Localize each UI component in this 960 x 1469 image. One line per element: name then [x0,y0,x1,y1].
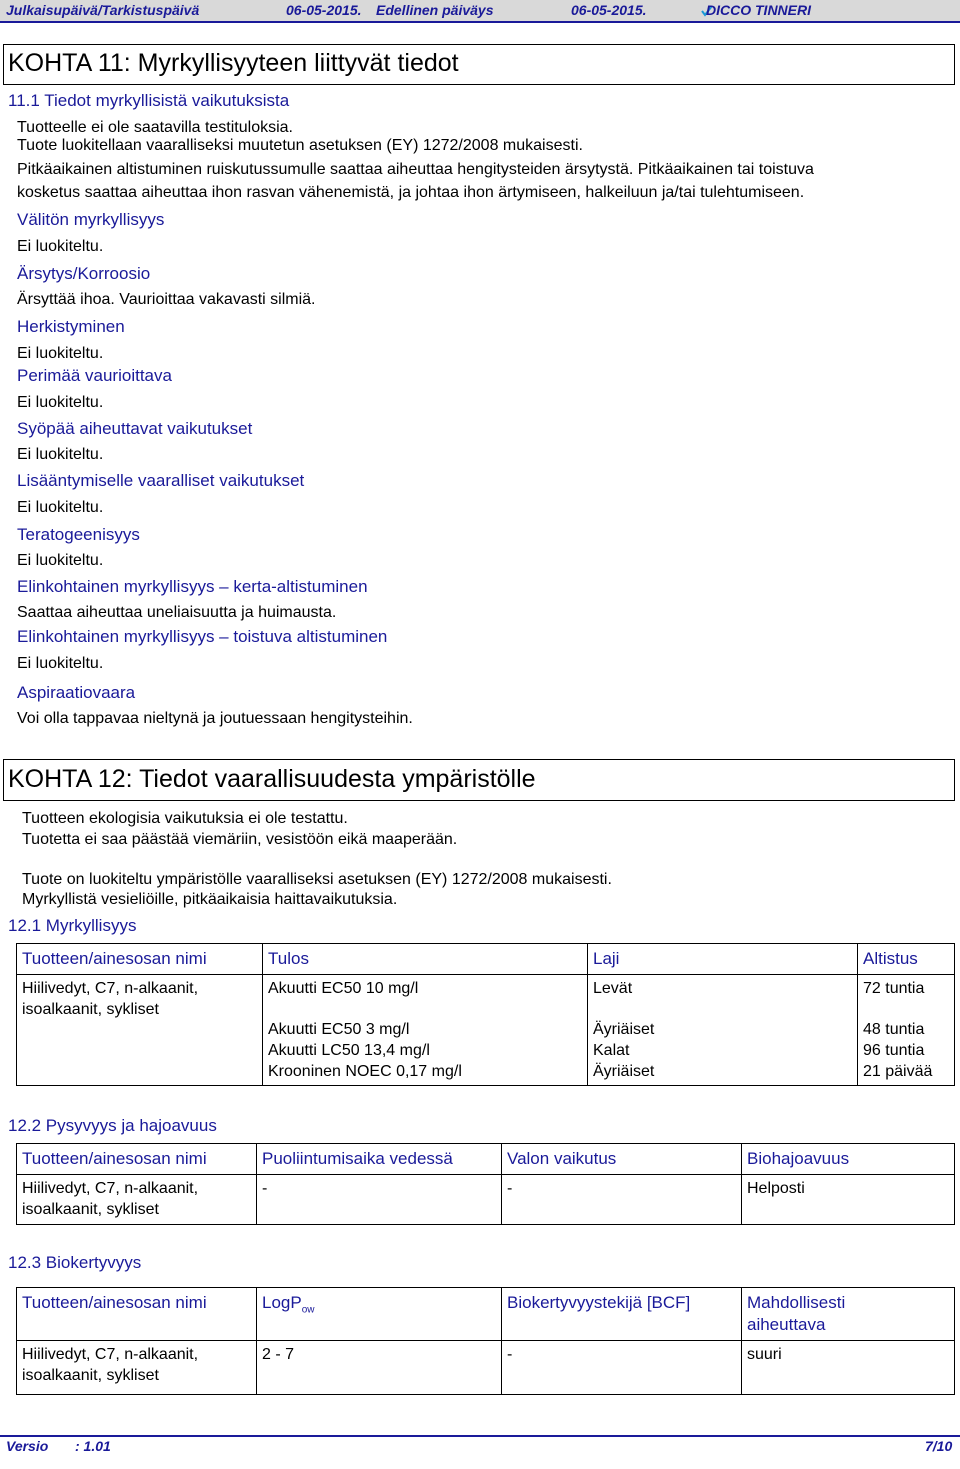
substance-name: Hiilivedyt, C7, n-alkaanit, [22,980,199,997]
potential-header-line: Mahdollisesti [747,1293,846,1312]
exposure-time: 21 päivää [863,1063,933,1080]
acute-toxicity-value: Ei luokiteltu. [17,238,104,255]
test-species: Kalat [593,1042,630,1059]
issue-date-value: 06-05-2015. [286,2,362,18]
previous-date-label: Edellinen päiväys [376,2,494,18]
substance-name: Hiilivedyt, C7, n-alkaanit, [22,1346,199,1363]
sensitization-label: Herkistyminen [17,317,125,336]
teratogenicity-label: Teratogeenisyys [17,525,140,544]
test-species: Äyriäiset [593,1021,655,1038]
half-life-value: - [262,1180,268,1197]
column-header: Biokertyvyystekijä [BCF] [502,1288,742,1341]
acute-toxicity-label: Välitön myrkyllisyys [17,210,165,229]
irritation-value: Ärsyttää ihoa. Vaurioittaa vakavasti silmiä. [17,291,316,308]
column-header: Biohajoavuus [742,1144,955,1175]
table-row [17,1341,955,1395]
stot-repeated-value: Ei luokiteltu. [17,655,104,672]
column-header: Tuotteen/ainesosan nimi [17,1144,257,1175]
column-header: Tulos [263,944,588,975]
irritation-label: Ärsytys/Korroosio [17,264,151,283]
bioaccumulation-table [16,1287,955,1395]
test-species: Levät [593,980,633,997]
substance-name: isoalkaanit, sykliset [22,1001,159,1018]
aspiration-hazard-value: Voi olla tappavaa nieltynä ja joutuessaan hengitysteihin. [17,710,413,727]
teratogenicity-value: Ei luokiteltu. [17,552,104,569]
column-header: Altistus [858,944,955,975]
paragraph-line: Myrkyllistä vesieliöille, pitkäaikaisia haittavaikutuksia. [22,891,398,908]
paragraph-line: Pitkäaikainen altistuminen ruiskutussumulle saattaa aiheuttaa hengitysteiden ärsytystä. Pitkäaikainen tai toistuva [17,161,814,178]
column-header: Puoliintumisaika vedessä [257,1144,502,1175]
logp-subscript: ow [301,1304,315,1316]
header-rule [0,21,960,23]
table-row [17,1175,955,1225]
photolysis-value: - [507,1180,513,1197]
test-species: Äyriäiset [593,1063,655,1080]
paragraph-line: Tuotteen ekologisia vaikutuksia ei ole testattu. [22,810,348,827]
version-value: : 1.01 [75,1438,111,1454]
test-result: Krooninen NOEC 0,17 mg/l [268,1063,462,1080]
test-result: Akuutti EC50 3 mg/l [268,1021,410,1038]
column-header [257,1288,502,1341]
issue-date-label: Julkaisupäivä/Tarkistuspäivä [6,2,200,18]
version-label: Versio [6,1438,49,1454]
substance-name: isoalkaanit, sykliset [22,1201,159,1218]
substance-name: isoalkaanit, sykliset [22,1367,159,1384]
logp-label: LogP [262,1293,302,1312]
subsection-12-2-title: 12.2 Pysyvyys ja hajoavuus [8,1116,217,1135]
stot-single-value: Saattaa aiheuttaa uneliaisuutta ja huimausta. [17,604,337,621]
page-number: 7/10 [925,1438,953,1454]
exposure-time: 96 tuntia [863,1042,925,1059]
sensitization-value: Ei luokiteltu. [17,345,104,362]
previous-date-value: 06-05-2015. [571,2,647,18]
paragraph-line: Tuote luokitellaan vaaralliseksi muutetun asetuksen (EY) 1272/2008 mukaisesti. [17,137,583,154]
column-header: Tuotteen/ainesosan nimi [17,944,263,975]
section-12-title: KOHTA 12: Tiedot vaarallisuudesta ympäristölle [8,765,536,793]
paragraph-line: Tuote on luokiteltu ympäristölle vaaralliseksi asetuksen (EY) 1272/2008 mukaisesti. [22,871,612,888]
table-row [17,975,955,1086]
footer-rule [0,1435,960,1437]
reproductive-toxicity-label: Lisääntymiselle vaaralliset vaikutukset [17,471,305,490]
stot-repeated-label: Elinkohtainen myrkyllisyys – toistuva altistuminen [17,627,388,646]
carcinogenicity-value: Ei luokiteltu. [17,446,104,463]
product-name: DICCO TINNERI [706,2,811,18]
column-header: Laji [588,944,858,975]
column-header [742,1288,955,1341]
persistence-table [16,1143,955,1225]
carcinogenicity-label: Syöpää aiheuttavat vaikutukset [17,419,253,438]
exposure-time: 72 tuntia [863,980,925,997]
test-result: Akuutti LC50 13,4 mg/l [268,1042,430,1059]
subsection-11-1-title: 11.1 Tiedot myrkyllisistä vaikutuksista [8,91,290,110]
toxicity-table [16,943,955,1086]
stot-single-label: Elinkohtainen myrkyllisyys – kerta-altistuminen [17,577,368,596]
reproductive-toxicity-value: Ei luokiteltu. [17,499,104,516]
exposure-time: 48 tuntia [863,1021,925,1038]
paragraph-line: kosketus saattaa aiheuttaa ihon rasvan vähenemistä, ja johtaa ihon ärtymiseen, halkeiluun ja/tai tulehtumiseen. [17,184,805,201]
bcf-value: - [507,1346,513,1363]
potential-value: suuri [747,1346,782,1363]
aspiration-hazard-label: Aspiraatiovaara [17,683,136,702]
section-11-title: KOHTA 11: Myrkyllisyyteen liittyvät tiedot [8,49,459,77]
subsection-12-1-title: 12.1 Myrkyllisyys [8,916,137,935]
paragraph-line: Tuotteelle ei ole saatavilla testituloksia. [17,119,293,136]
logp-value: 2 - 7 [262,1346,295,1363]
column-header: Valon vaikutus [502,1144,742,1175]
substance-name: Hiilivedyt, C7, n-alkaanit, [22,1180,199,1197]
test-result: Akuutti EC50 10 mg/l [268,980,419,997]
mutagenicity-label: Perimää vaurioittava [17,366,172,385]
column-header: Tuotteen/ainesosan nimi [17,1288,257,1341]
paragraph-line: Tuotetta ei saa päästää viemäriin, vesistöön eikä maaperään. [22,831,458,848]
potential-header-line: aiheuttava [747,1315,826,1334]
mutagenicity-value: Ei luokiteltu. [17,394,104,411]
subsection-12-3-title: 12.3 Biokertyvyys [8,1253,142,1272]
biodegradability-value: Helposti [747,1180,805,1197]
